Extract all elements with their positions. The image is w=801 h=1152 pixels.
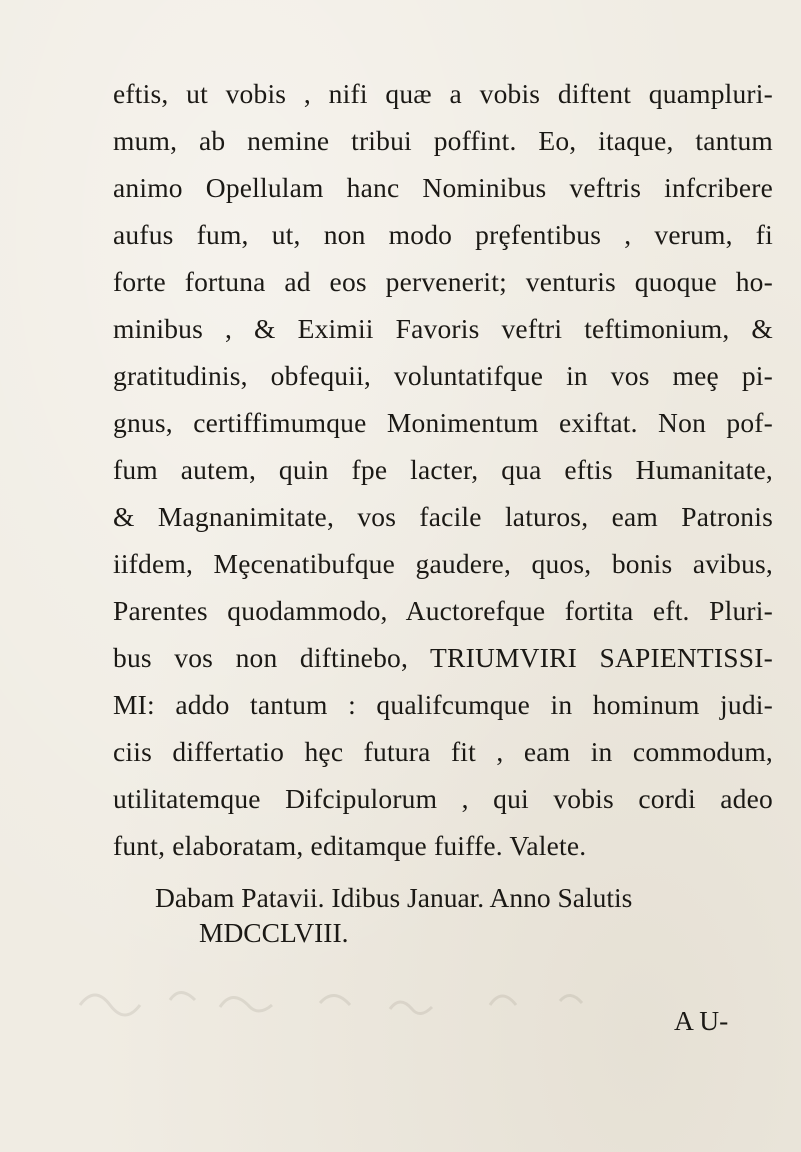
text-line: MI: addo tantum : qualifcumque in hominum judi- [113, 689, 773, 720]
dateline-year: MDCCLVIII. [199, 917, 349, 948]
text-line: aufus fum, ut, non modo prȩfentibus , verum, fi [113, 219, 773, 250]
text-line: gratitudinis, obfequii, voluntatifque in vos meȩ pi- [113, 360, 773, 391]
catchword: A U- [674, 1005, 729, 1036]
text-line: mum, ab nemine tribui poffint. Eo, itaque, tantum [113, 125, 773, 156]
text-line: fum autem, quin fpe lacter, qua eftis Humanitate, [113, 454, 773, 485]
text-line: utilitatemque Difcipulorum , qui vobis cordi adeo [113, 783, 773, 814]
text-line: iifdem, Mȩcenatibufque gaudere, quos, bonis avibus, [113, 548, 773, 579]
text-line: funt, elaboratam, editamque fuiffe. Valete. [113, 830, 587, 861]
text-line: bus vos non diftinebo, TRIUMVIRI SAPIENTISSI- [113, 642, 773, 673]
text-line: ciis differtatio hȩc futura fit , eam in commodum, [113, 736, 773, 767]
text-line: & Magnanimitate, vos facile laturos, eam Patronis [113, 501, 773, 532]
ink-bleed-through [60, 945, 780, 1055]
dateline: Dabam Patavii. Idibus Januar. Anno Salutis [155, 882, 633, 913]
text-line: minibus , & Eximii Favoris veftri teftimonium, & [113, 313, 773, 344]
text-line: forte fortuna ad eos pervenerit; venturis quoque ho- [113, 266, 773, 297]
text-line: Parentes quodammodo, Auctorefque fortita eft. Pluri- [113, 595, 773, 626]
text-line: eftis, ut vobis , nifi quæ a vobis diftent quampluri- [113, 78, 773, 109]
text-line: animo Opellulam hanc Nominibus veftris infcribere [113, 172, 773, 203]
body-text [113, 70, 773, 869]
text-line: gnus, certiffimumque Monimentum exiftat. Non pof- [113, 407, 773, 438]
